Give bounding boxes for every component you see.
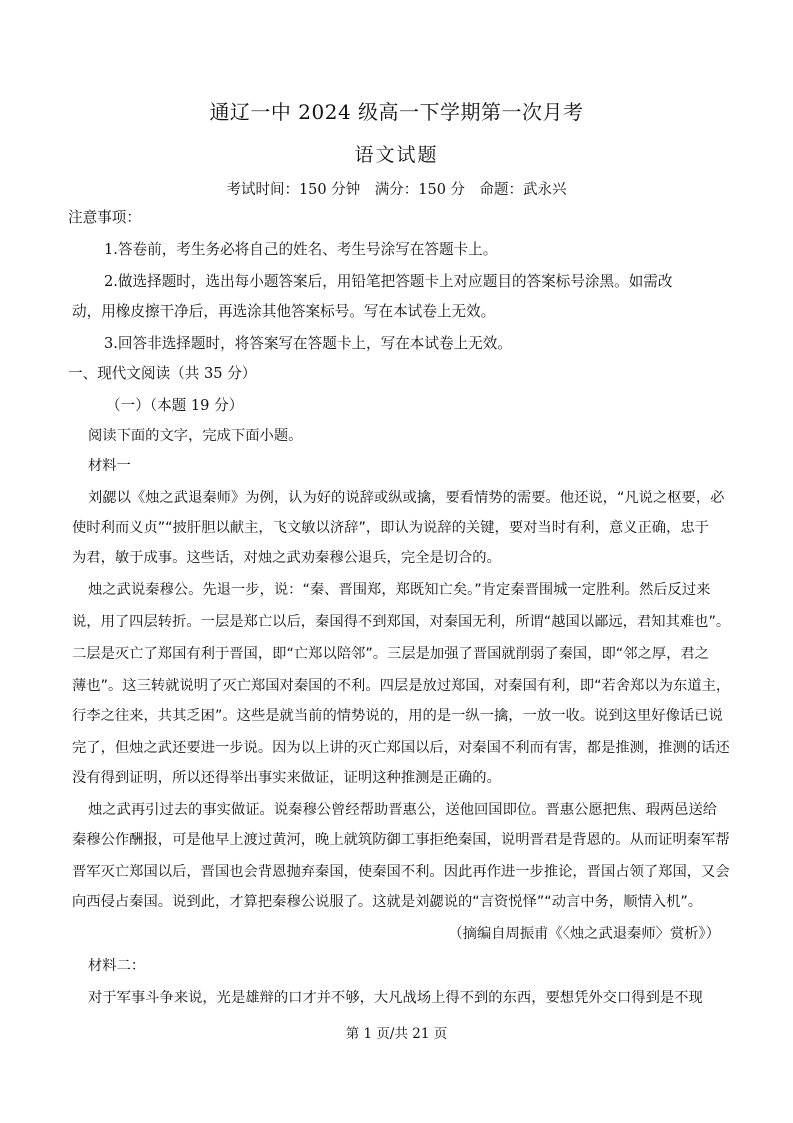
material-1-label: 材料一 (88, 458, 131, 474)
section-heading: 一、现代文阅读（共 35 分） (68, 365, 257, 382)
paragraph-line: 行李之往来，共其乏困”。这些是就当前的情势说的，用的是一纵一擒，一放一收。说到这里好像话已说 (72, 708, 723, 724)
notice-heading: 注意事项： (68, 209, 141, 226)
paragraph-line: 没有得到证明，所以还得举出事实来做证，证明这种推测是正确的。 (72, 770, 501, 786)
notice-item-1: 1.答卷前，考生务必将自己的姓名、考生号涂写在答题卡上。 (104, 241, 498, 258)
exam-meta: 考试时间：150 分钟 满分：150 分 命题：武永兴 (226, 182, 567, 198)
material-2-label: 材料二： (88, 958, 146, 974)
subsection-heading: （一）（本题 19 分） (106, 397, 244, 414)
page-number: 第 1 页/共 21 页 (345, 1026, 448, 1042)
paragraph-line: 刘勰以《烛之武退秦师》为例，认为好的说辞或纵或擒，要看情势的需要。他还说，“凡说之枢要，必 (88, 490, 725, 506)
page-subtitle: 语文试题 (354, 144, 439, 166)
paragraph-line: 完了，但烛之武还要进一步说。因为以上讲的灭亡郑国以后，对秦国不利而有害，都是推测，推测的话还 (72, 740, 730, 756)
paragraph-line: 晋军灭亡郑国以后，晋国也会背恩抛弃秦国，使秦国不利。因此再作进一步推论，晋国占领了郑国，又会 (72, 864, 730, 880)
paragraph-line: 向西侵占秦国。说到此，才算把秦穆公说服了。这就是刘勰说的“言资悦怿”“动言中务，顺情入机”。 (72, 894, 703, 910)
paragraph-line: 为君，敏于成事。这些话，对烛之武劝秦穆公退兵，完全是切合的。 (72, 550, 501, 566)
page-title: 通辽一中 2024 级高一下学期第一次月考 (209, 100, 584, 124)
source-citation: （摘编自周振甫《〈烛之武退秦师〉赏析》） (448, 926, 720, 942)
reading-instruction: 阅读下面的文字，完成下面小题。 (88, 428, 303, 444)
notice-item-2-line-1: 2.做选择题时，选出每小题答案后，用铅笔把答题卡上对应题目的答案标号涂黑。如需改 (104, 273, 673, 290)
paragraph-line: 说，用了四层转折。一层是郑亡以后，秦国得不到郑国，对秦国无利，所谓“越国以鄙远，君知其难也”。 (72, 614, 731, 630)
paragraph-line: 对于军事斗争来说，光是雄辩的口才并不够，大凡战场上得不到的东西，要想凭外交口得到是不现 (88, 990, 703, 1006)
paragraph-line: 使时利而义贞”“披肝胆以献主，飞文敏以济辞”，即认为说辞的关键，要对当时有利，意义正确，忠于 (72, 520, 709, 536)
paragraph-line: 烛之武再引过去的事实做证。说秦穆公曾经帮助晋惠公，送他回国即位。晋惠公愿把焦、瑕两邑送给 (88, 802, 718, 818)
paragraph-line: 二层是灭亡了郑国有利于晋国，即“亡郑以陪邻”。三层是加强了晋国就削弱了秦国，即“邻之厚，君之 (72, 646, 709, 662)
paragraph-line: 薄也”。这三转就说明了灭亡郑国对秦国的不利。四层是放过郑国，对秦国有利，即“若舍郑以为东道主， (72, 678, 731, 694)
notice-item-3: 3.回答非选择题时，将答案写在答题卡上，写在本试卷上无效。 (104, 335, 512, 352)
paragraph-line: 秦穆公作酬报，可是他早上渡过黄河，晚上就筑防御工事拒绝秦国，说明晋君是背恩的。从而证明秦军帮 (72, 832, 730, 848)
paragraph-line: 烛之武说秦穆公。先退一步，说：“秦、晋围郑，郑既知亡矣。”肯定秦晋围城一定胜利。然后反过来 (88, 582, 711, 598)
notice-item-2-line-2: 动，用橡皮擦干净后，再选涂其他答案标号。写在本试卷上无效。 (72, 303, 496, 320)
